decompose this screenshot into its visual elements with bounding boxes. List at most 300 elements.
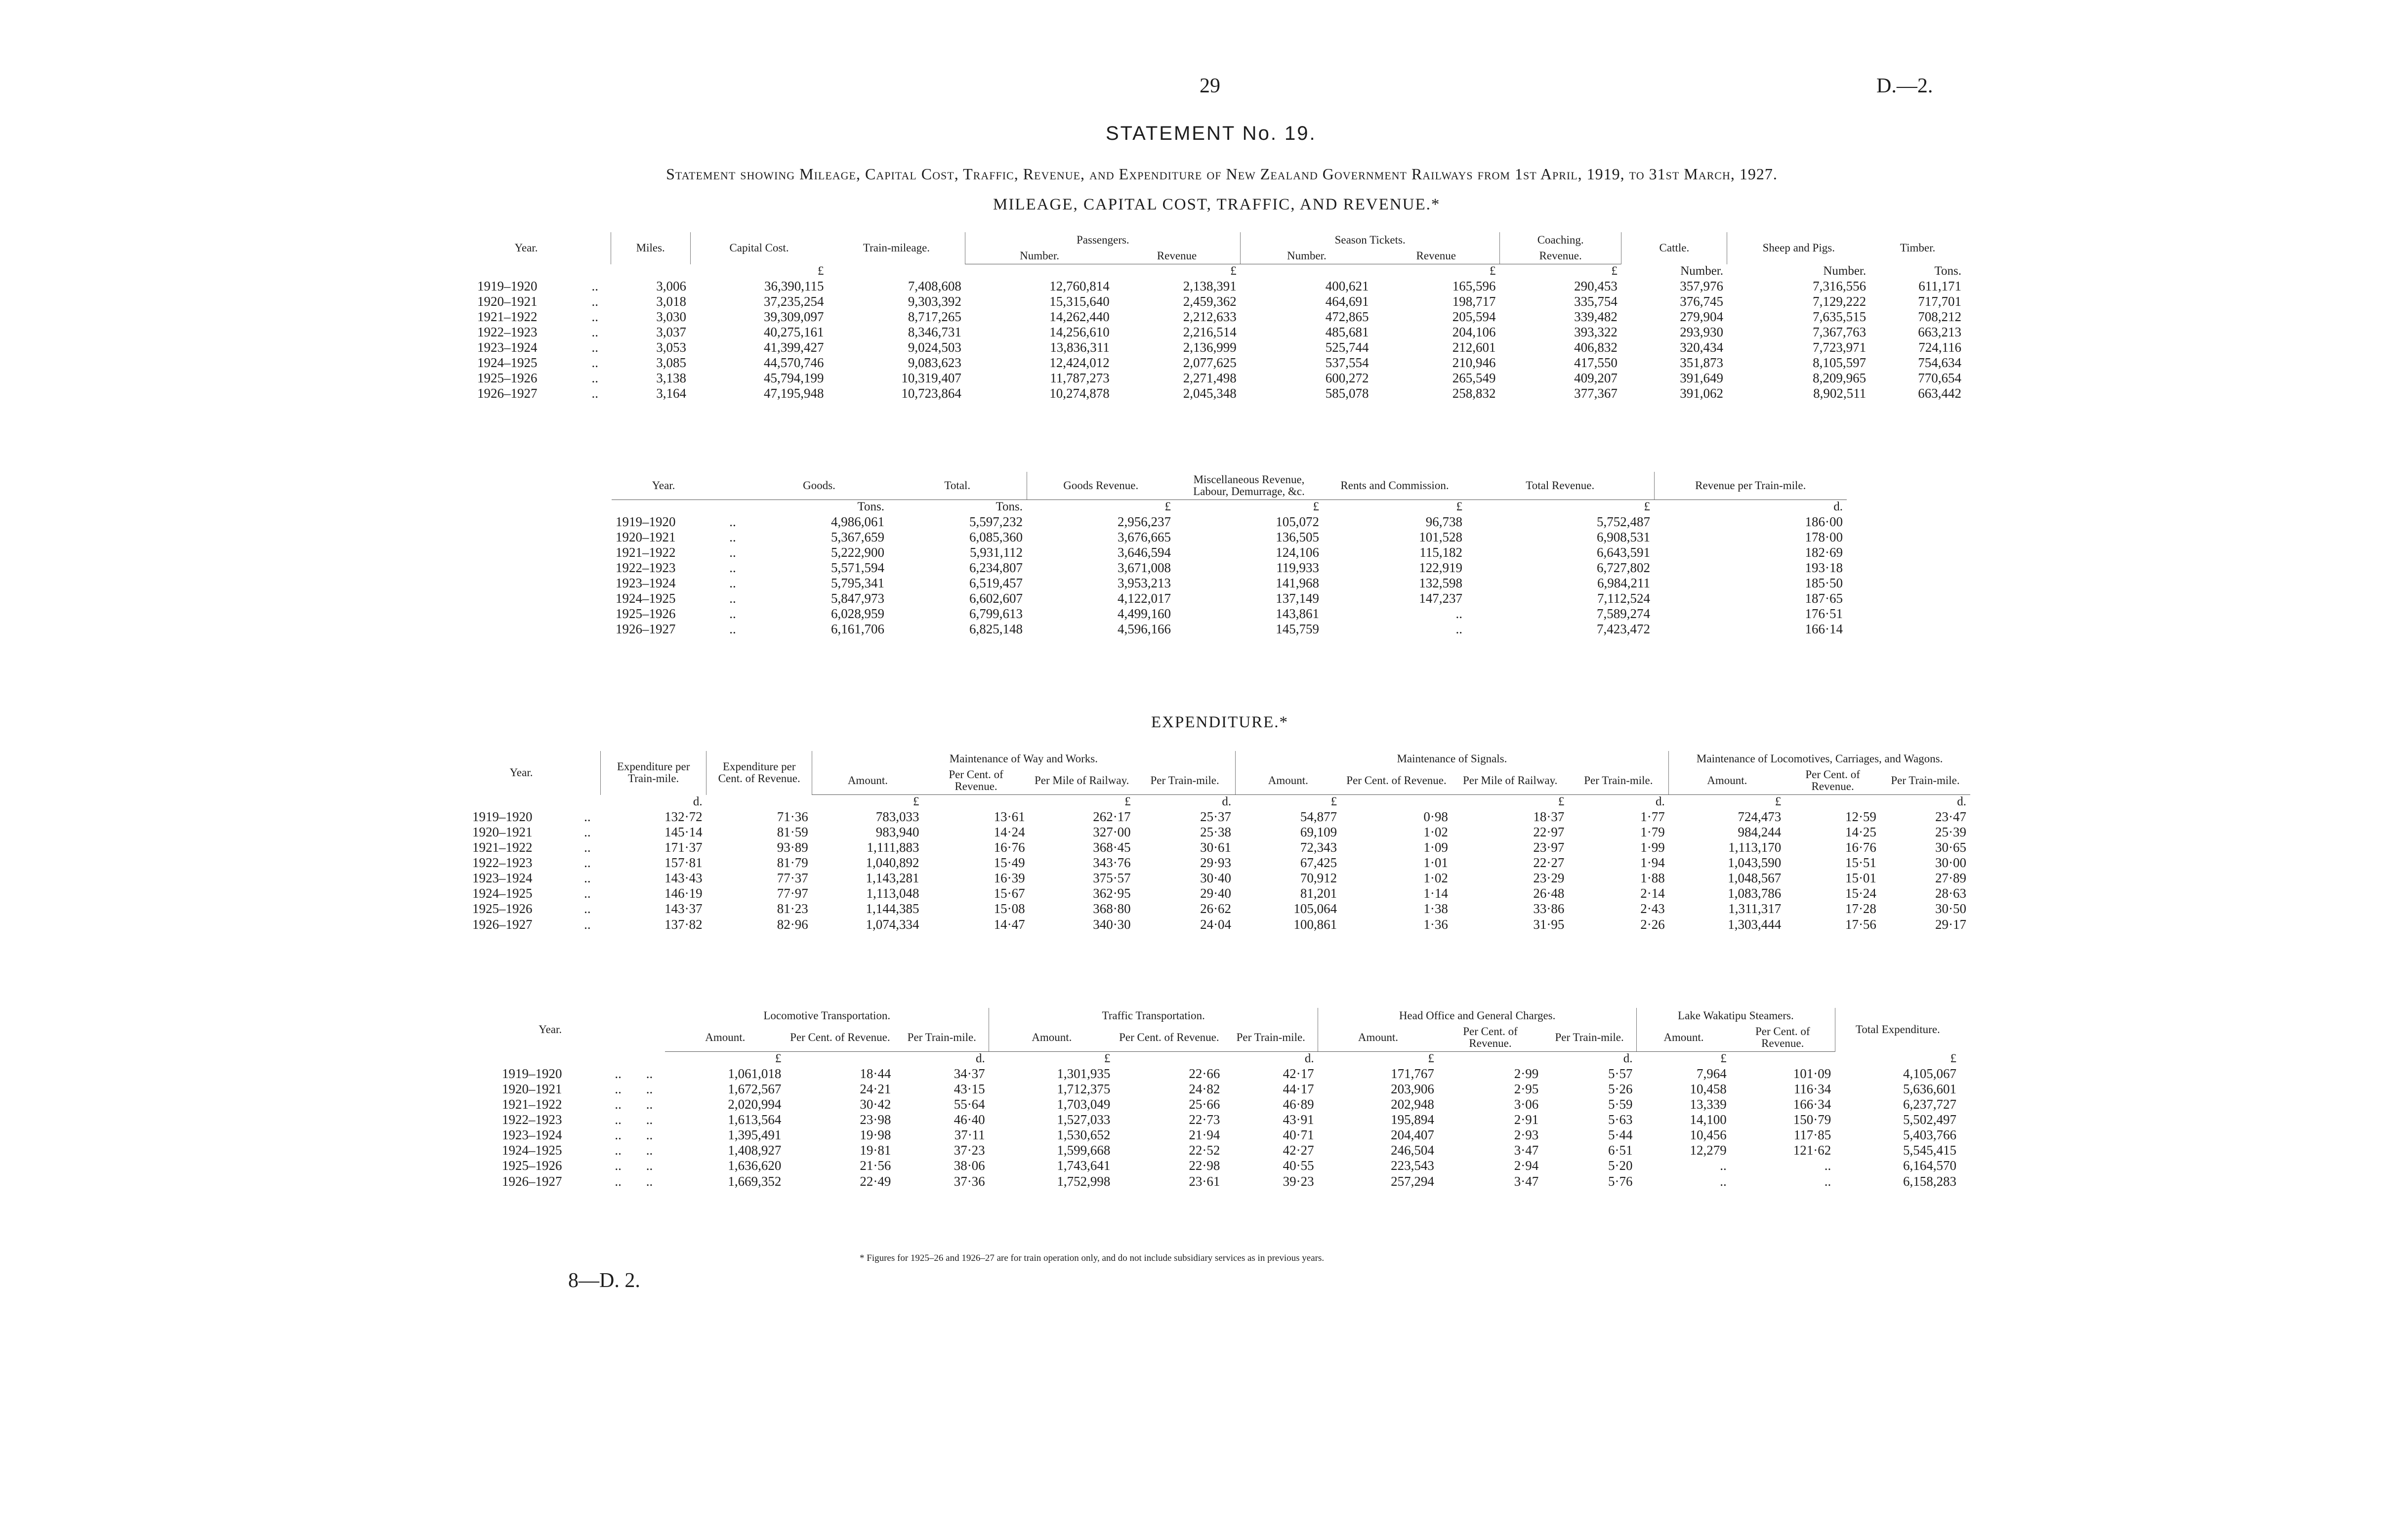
value-cell: 171,767 <box>1391 1066 1434 1082</box>
value-cell: 6,028,959 <box>831 606 884 622</box>
value-cell: 205,594 <box>1452 309 1496 325</box>
value-cell: 611,171 <box>1918 279 1961 294</box>
value-cell: 7,316,556 <box>1813 279 1867 294</box>
table-row <box>468 825 1970 840</box>
value-cell: 0·98 <box>1423 809 1448 825</box>
col-group-loco-transport: Locomotive Transportation. <box>763 1009 891 1022</box>
value-cell: 202,948 <box>1391 1097 1434 1112</box>
unit-cell <box>611 264 690 279</box>
value-cell: 30·65 <box>1935 840 1966 855</box>
value-cell: 6,643,591 <box>1597 545 1650 560</box>
document-reference: D.—2. <box>1876 75 1933 97</box>
value-cell: 2,459,362 <box>1183 294 1237 309</box>
leader-dots: .. <box>729 622 736 637</box>
value-cell: 1,083,786 <box>1728 886 1782 901</box>
table-row <box>498 1127 1960 1143</box>
leader-dots: .. <box>615 1112 622 1127</box>
leader-dots: .. <box>615 1082 622 1097</box>
leader-dots: .. <box>729 591 736 606</box>
value-cell: 119,933 <box>1276 560 1319 576</box>
value-cell: 1·01 <box>1423 855 1448 871</box>
value-cell: 1,672,567 <box>728 1082 782 1097</box>
value-cell: 8,346,731 <box>908 325 961 340</box>
value-cell: 1,743,641 <box>1057 1158 1111 1173</box>
value-cell: 37,235,254 <box>763 294 824 309</box>
col-sheep-pigs: Sheep and Pigs. <box>1727 232 1870 264</box>
leader-dots: .. <box>615 1066 622 1082</box>
value-cell: 210,946 <box>1452 355 1496 371</box>
value-cell: 5,795,341 <box>831 576 884 591</box>
value-cell: 1,061,018 <box>728 1066 782 1082</box>
value-cell: 24·21 <box>860 1082 891 1097</box>
page-number: 29 <box>1200 75 1220 97</box>
col-traffic-per-train-mile: Per Train-mile. <box>1224 1024 1318 1052</box>
table-row <box>468 809 1970 825</box>
unit-cell: £ <box>775 1052 782 1066</box>
value-cell: 5,752,487 <box>1597 514 1650 530</box>
value-cell: 6,908,531 <box>1597 530 1650 545</box>
table-row <box>612 576 1847 591</box>
leader-dots: .. <box>729 545 736 560</box>
value-cell: 368·45 <box>1093 840 1131 855</box>
value-cell: 5·59 <box>1608 1097 1633 1112</box>
value-cell: 485,681 <box>1325 325 1369 340</box>
value-cell: 3·47 <box>1514 1173 1539 1189</box>
unit-cell <box>1731 1052 1835 1066</box>
col-passengers-number: Number. <box>965 248 1114 264</box>
col-loco-pct: Per Cent. of Revenue. <box>1785 767 1880 795</box>
table-row <box>468 840 1970 855</box>
statement-title: STATEMENT No. 19. <box>1106 123 1317 144</box>
unit-cell: £ <box>1313 500 1319 514</box>
value-cell: 6,727,802 <box>1597 560 1650 576</box>
value-cell: 525,744 <box>1325 340 1369 355</box>
value-cell: 1,301,935 <box>1057 1066 1111 1082</box>
table-row <box>498 1158 1960 1173</box>
value-cell: 25·37 <box>1200 809 1232 825</box>
value-cell: 12,279 <box>1690 1143 1727 1158</box>
value-cell: 16·76 <box>1845 840 1876 855</box>
leader-dots: .. <box>729 514 736 530</box>
value-cell: 15·51 <box>1845 855 1876 871</box>
value-cell: 137·82 <box>664 916 703 932</box>
value-cell: 7,423,472 <box>1597 622 1650 637</box>
value-cell: 600,272 <box>1325 371 1369 386</box>
value-cell: 116·34 <box>1793 1082 1831 1097</box>
value-cell: 2,271,498 <box>1183 371 1237 386</box>
value-cell: 1·02 <box>1423 871 1448 886</box>
value-cell: 38·06 <box>954 1158 985 1173</box>
value-cell: 25·39 <box>1935 825 1966 840</box>
value-cell: 37·11 <box>954 1127 985 1143</box>
value-cell: 585,078 <box>1325 386 1369 401</box>
value-cell: 2·26 <box>1640 916 1665 932</box>
table-row <box>498 1174 1960 1189</box>
value-cell: .. <box>1455 606 1462 622</box>
value-cell: 1,043,590 <box>1728 855 1782 871</box>
value-cell: 335,754 <box>1574 294 1618 309</box>
value-cell: 5·76 <box>1608 1173 1633 1189</box>
value-cell: 5,367,659 <box>831 530 884 545</box>
leader-dots: .. <box>584 840 591 855</box>
value-cell: 6,825,148 <box>969 622 1023 637</box>
unit-cell: £ <box>1428 1052 1434 1066</box>
value-cell: 22·97 <box>1533 825 1565 840</box>
value-cell: 15·24 <box>1845 886 1876 901</box>
statement-subtitle: Statement showing Mileage, Capital Cost, Traffic, Revenue, and Expenditure of New Zealand Government Railways from 1st April, 1919, to 31st March, 1927. <box>666 165 1778 183</box>
value-cell: 1,712,375 <box>1057 1082 1111 1097</box>
value-cell: 22·98 <box>1189 1158 1220 1173</box>
year-cell: 1920–1921 <box>502 1082 562 1097</box>
unit-cell: d. <box>1957 795 1966 809</box>
value-cell: 26·48 <box>1533 886 1565 901</box>
value-cell: 13·61 <box>994 809 1025 825</box>
unit-cell <box>602 1052 633 1066</box>
value-cell: 101,528 <box>1419 530 1462 545</box>
value-cell: 1·79 <box>1640 825 1665 840</box>
value-cell: 783,033 <box>875 809 919 825</box>
col-cattle: Cattle. <box>1621 232 1727 264</box>
value-cell: 339,482 <box>1574 309 1618 325</box>
value-cell: 4,499,160 <box>1118 606 1171 622</box>
table-row <box>498 1143 1960 1158</box>
value-cell: 391,062 <box>1680 386 1723 401</box>
col-revenue-per-train-mile: Revenue per Train-mile. <box>1654 472 1847 500</box>
value-cell: .. <box>1720 1173 1727 1189</box>
value-cell: 14,100 <box>1690 1112 1727 1127</box>
leader-dots: .. <box>591 371 599 386</box>
value-cell: 2·94 <box>1514 1158 1539 1173</box>
value-cell: 2·14 <box>1640 886 1665 901</box>
col-wakatipu-pct: Per Cent. of Revenue. <box>1731 1024 1835 1052</box>
value-cell: 15·67 <box>994 886 1025 901</box>
year-cell: 1924–1925 <box>472 886 533 901</box>
value-cell: 46·40 <box>954 1112 985 1127</box>
value-cell: 11,787,273 <box>1050 371 1110 386</box>
value-cell: 8,209,965 <box>1813 371 1867 386</box>
value-cell: 262·17 <box>1093 809 1131 825</box>
unit-cell <box>579 264 611 279</box>
year-cell: 1920–1921 <box>616 530 676 545</box>
value-cell: 36,390,115 <box>764 279 824 294</box>
value-cell: 6,234,807 <box>969 560 1023 576</box>
col-way-per-train-mile: Per Train-mile. <box>1135 767 1235 795</box>
value-cell: 3,953,213 <box>1118 576 1171 591</box>
value-cell: 258,832 <box>1452 386 1496 401</box>
unit-cell: £ <box>1330 795 1337 809</box>
unit-cell: Number. <box>1680 264 1723 278</box>
value-cell: 23·61 <box>1189 1173 1220 1189</box>
value-cell: 320,434 <box>1680 340 1723 355</box>
value-cell: 46·89 <box>1283 1097 1314 1112</box>
value-cell: 6,158,283 <box>1903 1173 1956 1189</box>
value-cell: 7,367,763 <box>1813 325 1867 340</box>
col-way-pct: Per Cent. of Revenue. <box>923 767 1029 795</box>
value-cell: 69,109 <box>1300 825 1337 840</box>
unit-cell: £ <box>1104 1052 1111 1066</box>
value-cell: 3,030 <box>656 309 687 325</box>
value-cell: 39·23 <box>1283 1173 1314 1189</box>
value-cell: 2,138,391 <box>1183 279 1237 294</box>
value-cell: 19·98 <box>860 1127 891 1143</box>
leader-dots: .. <box>584 825 591 840</box>
value-cell: 3,138 <box>656 371 687 386</box>
value-cell: 4,122,017 <box>1118 591 1171 606</box>
year-cell: 1924–1925 <box>502 1143 562 1158</box>
col-passengers-revenue: Revenue <box>1114 248 1241 264</box>
value-cell: 166·34 <box>1793 1097 1831 1112</box>
value-cell: 3·06 <box>1514 1097 1539 1112</box>
value-cell: 124,106 <box>1276 545 1319 560</box>
col-rents-commission: Rents and Commission. <box>1323 472 1466 500</box>
value-cell: 5·44 <box>1608 1127 1633 1143</box>
value-cell: 537,554 <box>1325 355 1369 371</box>
year-cell: 1919–1920 <box>616 514 676 530</box>
value-cell: 406,832 <box>1574 340 1618 355</box>
units-row <box>473 264 1965 279</box>
value-cell: 23·98 <box>860 1112 891 1127</box>
units-row <box>498 1052 1960 1066</box>
unit-cell <box>965 264 1114 279</box>
value-cell: 81·23 <box>777 901 808 916</box>
value-cell: 708,212 <box>1918 309 1961 325</box>
year-cell: 1925–1926 <box>477 371 538 386</box>
value-cell: 121·62 <box>1793 1143 1831 1158</box>
value-cell: 15·49 <box>994 855 1025 871</box>
value-cell: 391,649 <box>1680 371 1723 386</box>
value-cell: 143,861 <box>1276 606 1319 622</box>
value-cell: 1·14 <box>1423 886 1448 901</box>
leader-dots: .. <box>729 606 736 622</box>
col-train-mileage: Train-mileage. <box>863 242 930 254</box>
value-cell: 25·66 <box>1189 1097 1220 1112</box>
value-cell: 7,589,274 <box>1597 606 1650 622</box>
unit-cell: d. <box>1222 795 1232 809</box>
value-cell: 340·30 <box>1093 916 1131 932</box>
value-cell: 5,597,232 <box>969 514 1023 530</box>
year-cell: 1919–1920 <box>502 1066 562 1082</box>
value-cell: 117·85 <box>1793 1127 1831 1143</box>
year-cell: 1924–1925 <box>616 591 676 606</box>
value-cell: 39,309,097 <box>763 309 824 325</box>
leader-dots: .. <box>646 1112 653 1127</box>
unit-cell: £ <box>1644 500 1650 514</box>
value-cell: 23·29 <box>1533 871 1565 886</box>
value-cell: 77·37 <box>777 871 808 886</box>
value-cell: 115,182 <box>1419 545 1462 560</box>
leader-dots: .. <box>591 325 599 340</box>
value-cell: 2,956,237 <box>1118 514 1171 530</box>
unit-cell: £ <box>1775 795 1782 809</box>
value-cell: 37·23 <box>954 1143 985 1158</box>
col-total-revenue: Total Revenue. <box>1466 472 1654 500</box>
value-cell: 246,504 <box>1391 1143 1434 1158</box>
value-cell: 3,671,008 <box>1118 560 1171 576</box>
year-cell: 1922–1923 <box>616 560 676 576</box>
year-cell: 1921–1922 <box>472 840 533 855</box>
value-cell: 1·02 <box>1423 825 1448 840</box>
col-loco-amount: Amount. <box>1669 767 1785 795</box>
table-row <box>473 386 1965 401</box>
value-cell: 45,794,199 <box>763 371 824 386</box>
leader-dots: .. <box>729 576 736 591</box>
value-cell: 26·62 <box>1200 901 1232 916</box>
col-group-traffic-transport: Traffic Transportation. <box>989 1008 1318 1024</box>
value-cell: 376,745 <box>1680 294 1723 309</box>
value-cell: 6,237,727 <box>1903 1097 1956 1112</box>
leader-dots: .. <box>729 530 736 545</box>
year-cell: 1926–1927 <box>477 386 538 401</box>
value-cell: 293,930 <box>1680 325 1723 340</box>
unit-cell: £ <box>913 795 919 809</box>
value-cell: 1,408,927 <box>728 1143 782 1158</box>
leader-dots: .. <box>591 279 599 294</box>
year-cell: 1926–1927 <box>472 916 533 932</box>
leader-dots: .. <box>591 340 599 355</box>
col-loco-per-train-mile: Per Train-mile. <box>1880 767 1970 795</box>
unit-cell <box>473 264 579 279</box>
leader-dots: .. <box>646 1143 653 1158</box>
unit-cell <box>1438 1052 1542 1066</box>
value-cell: 9,024,503 <box>908 340 961 355</box>
value-cell: 327·00 <box>1093 825 1131 840</box>
value-cell: 17·56 <box>1845 916 1876 932</box>
value-cell: 7,723,971 <box>1813 340 1867 355</box>
value-cell: 5·63 <box>1608 1112 1633 1127</box>
value-cell: 1,527,033 <box>1057 1112 1111 1127</box>
value-cell: 7,112,524 <box>1597 591 1650 606</box>
value-cell: 22·52 <box>1189 1143 1220 1158</box>
leader-dots: .. <box>591 309 599 325</box>
value-cell: 157·81 <box>664 855 703 871</box>
unit-cell <box>574 795 601 809</box>
unit-cell: £ <box>1490 264 1496 278</box>
value-cell: 663,442 <box>1918 386 1961 401</box>
year-cell: 1923–1924 <box>472 871 533 886</box>
value-cell: 663,213 <box>1918 325 1961 340</box>
leader-dots: .. <box>584 916 591 932</box>
value-cell: 71·36 <box>777 809 808 825</box>
maintenance-expenditure-table <box>468 751 1970 932</box>
value-cell: 1,113,170 <box>1728 840 1782 855</box>
col-total: Total. <box>888 472 1027 500</box>
year-cell: 1921–1922 <box>477 309 538 325</box>
value-cell: 93·89 <box>777 840 808 855</box>
value-cell: 14,262,440 <box>1049 309 1110 325</box>
col-signals-per-train-mile: Per Train-mile. <box>1568 767 1668 795</box>
value-cell: 42·27 <box>1283 1143 1314 1158</box>
table-row <box>468 871 1970 886</box>
value-cell: 1·36 <box>1423 916 1448 932</box>
section-heading-expenditure: EXPENDITURE.* <box>1151 713 1289 731</box>
value-cell: 147,237 <box>1419 591 1462 606</box>
col-head-office-pct: Per Cent. of Revenue. <box>1438 1024 1542 1052</box>
unit-cell: Tons. <box>996 500 1023 514</box>
value-cell: 29·17 <box>1935 916 1966 932</box>
value-cell: 2,216,514 <box>1183 325 1237 340</box>
value-cell: 3,676,665 <box>1118 530 1171 545</box>
value-cell: 9,303,392 <box>908 294 961 309</box>
value-cell: 137,149 <box>1276 591 1319 606</box>
table-row <box>473 294 1965 309</box>
value-cell: .. <box>1720 1158 1727 1173</box>
col-year: Year. <box>509 766 533 779</box>
unit-cell <box>498 1052 602 1066</box>
col-traffic-pct: Per Cent. of Revenue. <box>1114 1024 1224 1052</box>
value-cell: 6,602,607 <box>969 591 1023 606</box>
col-group-passengers: Passengers. <box>965 232 1241 248</box>
value-cell: 1·88 <box>1640 871 1665 886</box>
value-cell: 5,222,900 <box>831 545 884 560</box>
value-cell: 5,931,112 <box>970 545 1023 560</box>
table-row <box>612 514 1847 530</box>
year-cell: 1923–1924 <box>502 1127 562 1143</box>
value-cell: 19·81 <box>860 1143 891 1158</box>
col-total-expenditure: Total Expenditure. <box>1835 1008 1960 1052</box>
col-wakatipu-amount: Amount. <box>1637 1024 1731 1052</box>
year-cell: 1924–1925 <box>477 355 538 371</box>
value-cell: 132·72 <box>664 809 703 825</box>
value-cell: 3,037 <box>656 325 687 340</box>
unit-cell: Tons. <box>1934 264 1961 278</box>
table-row <box>473 309 1965 325</box>
col-season-revenue: Revenue <box>1373 248 1500 264</box>
value-cell: 8,902,511 <box>1813 386 1867 401</box>
value-cell: 1·77 <box>1640 809 1665 825</box>
value-cell: 105,064 <box>1293 901 1337 916</box>
leader-dots: .. <box>646 1082 653 1097</box>
value-cell: 377,367 <box>1574 386 1618 401</box>
value-cell: 368·80 <box>1093 901 1131 916</box>
value-cell: 21·56 <box>860 1158 891 1173</box>
value-cell: 2·91 <box>1514 1112 1539 1127</box>
value-cell: 21·94 <box>1189 1127 1220 1143</box>
value-cell: 12,424,012 <box>1049 355 1110 371</box>
col-loco-transport-pct: Per Cent. of Revenue. <box>785 1024 895 1052</box>
leader-dots: .. <box>584 886 591 901</box>
col-signals-per-mile: Per Mile of Railway. <box>1452 767 1568 795</box>
value-cell: 10,274,878 <box>1049 386 1110 401</box>
value-cell: 34·37 <box>954 1066 985 1082</box>
value-cell: 1,613,564 <box>728 1112 782 1127</box>
leader-dots: .. <box>584 901 591 916</box>
value-cell: 29·93 <box>1200 855 1232 871</box>
col-group-locomotives: Maintenance of Locomotives, Carriages, and Wagons. <box>1669 751 1970 767</box>
value-cell: 1,395,491 <box>728 1127 782 1143</box>
year-cell: 1921–1922 <box>616 545 676 560</box>
value-cell: 417,550 <box>1574 355 1618 371</box>
value-cell: 6,085,360 <box>969 530 1023 545</box>
value-cell: 10,458 <box>1690 1082 1727 1097</box>
col-loco-transport-amount: Amount. <box>665 1024 785 1052</box>
table-row <box>468 855 1970 871</box>
units-row <box>468 795 1970 809</box>
transportation-expenditure-table <box>498 1008 1960 1189</box>
col-loco-transport-per-train-mile: Per Train-mile. <box>895 1024 989 1052</box>
value-cell: 14·47 <box>994 916 1025 932</box>
unit-cell: £ <box>1720 1052 1727 1066</box>
value-cell: 1·09 <box>1423 840 1448 855</box>
year-cell: 1923–1924 <box>616 576 676 591</box>
table-row <box>473 325 1965 340</box>
value-cell: 1·38 <box>1423 901 1448 916</box>
value-cell: 343·76 <box>1093 855 1131 871</box>
value-cell: 409,207 <box>1574 371 1618 386</box>
value-cell: 12,760,814 <box>1049 279 1110 294</box>
year-cell: 1919–1920 <box>472 809 533 825</box>
value-cell: 7,635,515 <box>1813 309 1867 325</box>
value-cell: 7,964 <box>1697 1066 1727 1082</box>
